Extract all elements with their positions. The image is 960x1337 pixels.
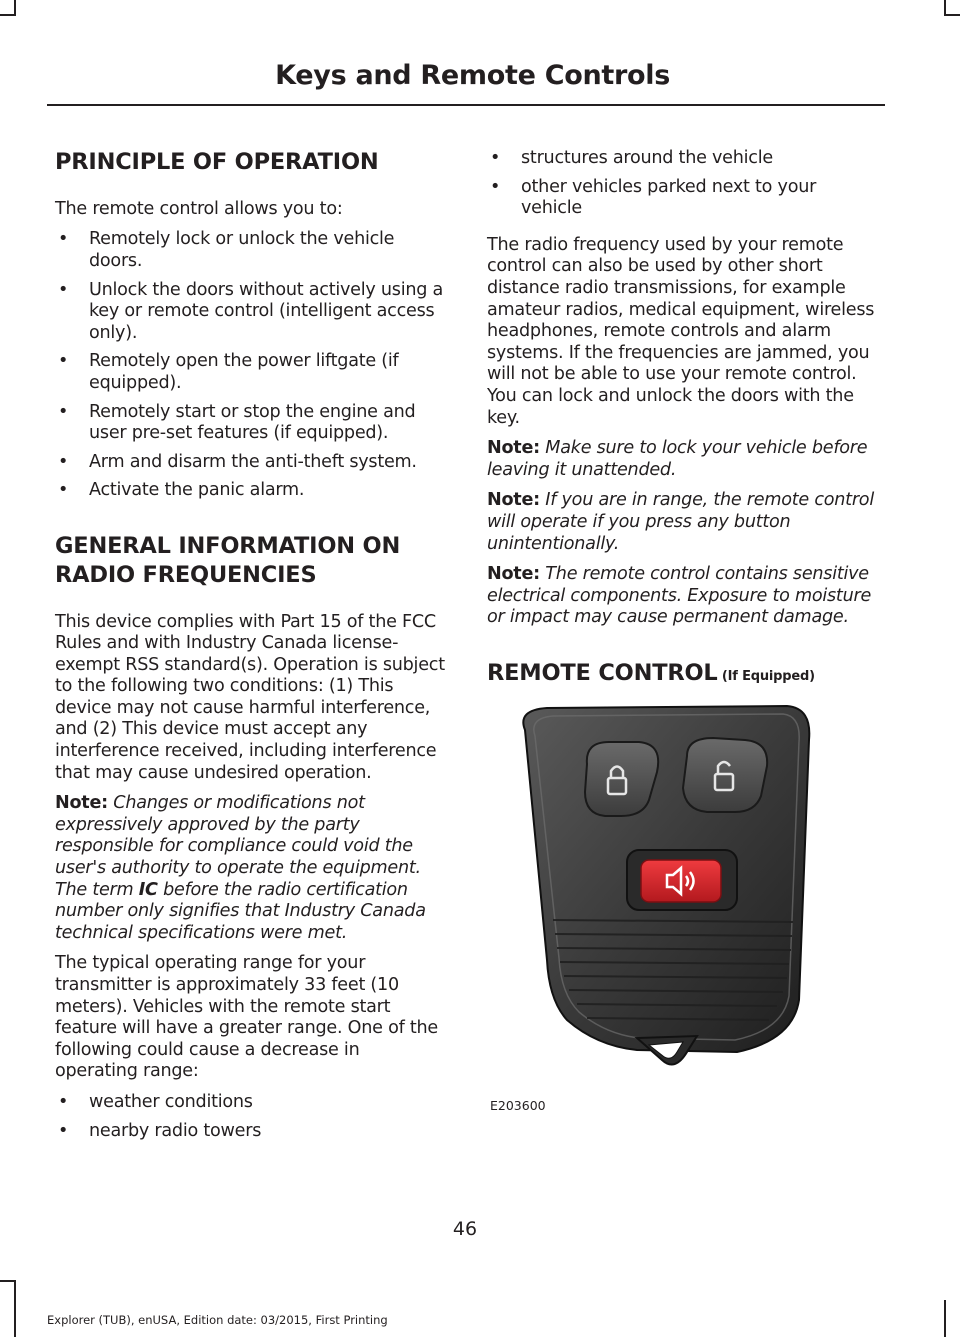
panic-button[interactable] (627, 850, 737, 910)
range-list-continued (487, 148, 879, 220)
left-column (55, 148, 447, 1157)
note-text: The remote control contains sensitive electrical components. Exposure to moisture or impact may cause permanent damage. (487, 564, 872, 628)
note-term-ic: IC (138, 879, 158, 900)
list-item: • Arm and disarm the anti-theft system. (55, 452, 447, 474)
crop-mark (14, 1280, 16, 1337)
unlock-button[interactable] (683, 738, 767, 812)
lock-button[interactable] (585, 742, 658, 816)
note-text: before the radio certification number only signifies that Industry Canada technical specifications were met. (55, 879, 426, 943)
note-text: If you are in range, the remote control will operate if you press any button unintentionally. (487, 490, 874, 554)
list-item: • nearby radio towers (55, 1121, 447, 1143)
note-modifications (55, 793, 447, 944)
general-info-heading-line1: GENERAL INFORMATION ON (55, 532, 401, 559)
crop-mark (944, 14, 960, 16)
note-label: Note: (487, 490, 540, 511)
general-info-heading (55, 532, 447, 590)
right-column (487, 148, 879, 710)
crop-mark (944, 1300, 946, 1337)
intro-text: The remote control allows you to: (55, 198, 343, 219)
note-text: Make sure to lock your vehicle before leaving it unattended. (487, 438, 868, 480)
header-divider (47, 104, 885, 106)
if-equipped-label: (If Equipped) (717, 668, 815, 684)
note-label: Note: (55, 793, 108, 814)
note-text: Changes or modifications not expressively approved by the party responsible for compliance could void the user's authority to operate the equipment. The term (55, 793, 421, 900)
range-list (55, 1092, 447, 1142)
compliance-paragraph: This device complies with Part 15 of the FCC Rules and with Industry Canada license-exempt RSS standard(s). Operation is subject to the following two conditions: (1) This device may not cause harmful interference, and (2) This device must accept any interference received, including interference that may cause undesired operation. (55, 611, 445, 783)
list-item: • Remotely start or stop the engine and user pre-set features (if equipped). (55, 402, 447, 445)
page-header-title: Keys and Remote Controls (275, 60, 670, 91)
crop-mark (0, 1280, 16, 1282)
list-item: • other vehicles parked next to your vehicle (487, 177, 879, 220)
note-sensitive-components (487, 564, 879, 629)
general-info-heading-line2: RADIO FREQUENCIES (55, 561, 317, 588)
list-item: • Remotely lock or unlock the vehicle doors. (55, 229, 447, 272)
page-number: 46 (452, 1218, 478, 1240)
principle-heading: PRINCIPLE OF OPERATION (55, 149, 379, 175)
remote-control-heading (487, 659, 879, 688)
frequency-paragraph: The radio frequency used by your remote control can also be used by other short distance radio transmissions, for example amateur radios, medical equipment, wireless headphones, remote controls and alarm systems. If the frequencies are jammed, you will not be able to use your remote control. You can lock and unlock the doors with the key. (487, 234, 875, 428)
list-item: • Unlock the doors without actively using a key or remote control (intelligent access only). (55, 280, 447, 345)
note-in-range (487, 490, 879, 555)
note-label: Note: (487, 438, 540, 459)
note-lock-vehicle (487, 438, 879, 481)
note-label: Note: (487, 564, 540, 585)
figure-code: E203600 (490, 1098, 546, 1113)
crop-mark (0, 14, 16, 16)
list-item: • Remotely open the power liftgate (if equipped). (55, 351, 447, 394)
footer-edition-info: Explorer (TUB), enUSA, Edition date: 03/2015, First Printing (47, 1313, 388, 1327)
remote-control-illustration (487, 700, 827, 1120)
list-item: • Activate the panic alarm. (55, 480, 447, 502)
list-item: • structures around the vehicle (487, 148, 879, 170)
principle-list (55, 229, 447, 502)
range-paragraph: The typical operating range for your transmitter is approximately 33 feet (10 meters). Vehicles with the remote start feature will have a greater range. One of the following could cause a decrease in operating range: (55, 953, 438, 1082)
remote-control-heading-text: REMOTE CONTROL (487, 659, 718, 686)
list-item: • weather conditions (55, 1092, 447, 1114)
